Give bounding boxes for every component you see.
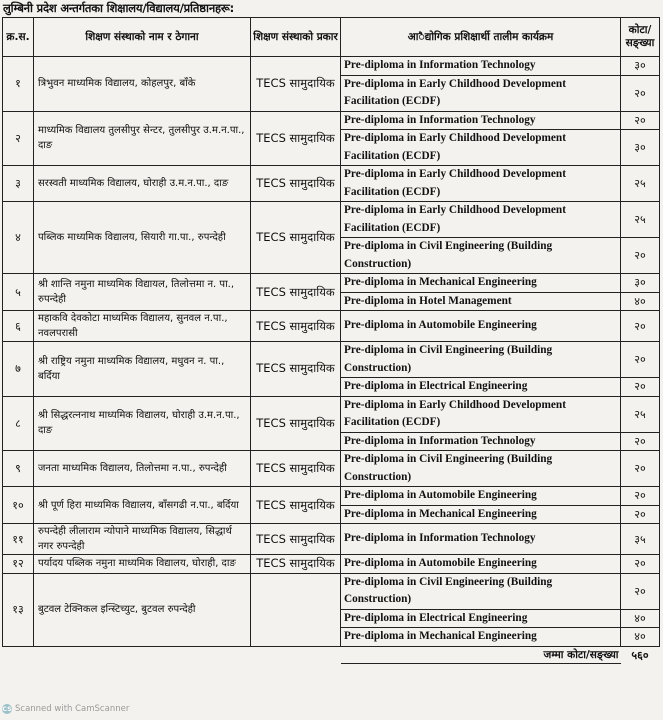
institution-name: श्री सिद्धरत्ननाथ माध्यमिक विद्यालय, घोराही उ.म.न.पा., दाङ [34,396,251,451]
institution-name: पब्लिक माध्यमिक विद्यालय, सियारी गा.पा., रुपन्देही [34,202,251,274]
header-program: आैद्योगिक प्रशिक्षार्थी तालीम कार्यक्रम [341,18,621,57]
row-number: ७ [3,342,34,397]
program-quota: २० [621,487,660,506]
institution-name: महाकवि देवकोटा माध्यमिक विद्यालय, सुनवल न.पा., नवलपरासी [34,311,251,342]
program-name: Pre-diploma in Civil Engineering (Building Construction) [341,573,621,609]
total-row [3,646,660,664]
table-header-row [3,18,660,57]
institution-type: TECS सामुदायिक [251,202,341,274]
program-quota: २५ [621,396,660,432]
program-quota: ३० [621,57,660,76]
program-quota: ४० [621,628,660,647]
institution-name: श्री राष्ट्रिय नमुना माध्यमिक विद्यालय, मधुवन न. पा., बर्दिया [34,342,251,397]
program-name: Pre-diploma in Early Childhood Development Facilitation (ECDF) [341,130,621,166]
program-name: Pre-diploma in Electrical Engineering [341,609,621,628]
watermark [2,704,129,714]
row-number: १३ [3,573,34,646]
table-row [3,111,660,130]
program-quota: २० [621,342,660,378]
institution-type: TECS सामुदायिक [251,111,341,166]
institution-name: त्रिभुवन माध्यमिक विद्यालय, कोहलपुर, बाँके [34,57,251,112]
table-row [3,202,660,238]
row-number: ६ [3,311,34,342]
document-heading: लुम्बिनी प्रदेश अन्तर्गतका शिक्षालय/विद्यालय/प्रतिष्ठानहरू: [3,1,235,15]
total-value: ५६० [631,648,649,662]
program-quota: २० [621,451,660,487]
table-row [3,274,660,293]
table-row [3,57,660,76]
program-name: Pre-diploma in Early Childhood Development Facilitation (ECDF) [341,166,621,202]
program-quota: २० [621,555,660,574]
institution-type [251,573,341,646]
program-quota: २० [621,311,660,342]
institution-name: जनता माध्यमिक विद्यालय, तिलोत्तमा न.पा., रुपन्देही [34,451,251,487]
row-number: ३ [3,166,34,202]
program-name: Pre-diploma in Early Childhood Development Facilitation (ECDF) [341,75,621,111]
institution-name: रुपन्देही लीलाराम न्योपाने माध्यमिक विद्यालय, सिद्धार्थ नगर रुपन्देही [34,524,251,555]
institution-name: पर्यादय पब्लिक नमुना माध्यमिक विद्यालय, घोराही, दाङ [34,555,251,574]
header-quota: कोटा/ सङ्ख्या [621,18,660,57]
program-name: Pre-diploma in Automobile Engineering [341,555,621,574]
program-quota: ४० [621,609,660,628]
row-number: १ [3,57,34,112]
total-label: जम्मा कोटा/सङ्ख्या [341,646,621,664]
table-row [3,573,660,609]
institution-type: TECS सामुदायिक [251,524,341,555]
institution-name: सरस्वती माध्यमिक विद्यालय, घोराही उ.म.न.पा., दाङ [34,166,251,202]
program-quota: २५ [621,166,660,202]
program-quota: ३० [621,274,660,293]
program-name: Pre-diploma in Mechanical Engineering [341,628,621,647]
table-row [3,524,660,555]
header-sn: क्र.स. [3,18,34,57]
row-number: ११ [3,524,34,555]
program-name: Pre-diploma in Automobile Engineering [341,311,621,342]
program-name: Pre-diploma in Early Childhood Development Facilitation (ECDF) [341,396,621,432]
program-quota: २० [621,238,660,274]
program-quota: २५ [621,202,660,238]
table-row [3,451,660,487]
row-number: २ [3,111,34,166]
institution-name: श्री पूर्ण हिरा माध्यमिक विद्यालय, बाँसगढी न.पा., बर्दिया [34,487,251,524]
institution-type: TECS सामुदायिक [251,555,341,574]
institution-type: TECS सामुदायिक [251,57,341,112]
program-name: Pre-diploma in Civil Engineering (Building Construction) [341,451,621,487]
institution-type: TECS सामुदायिक [251,451,341,487]
program-quota: २० [621,573,660,609]
institution-name: श्री शान्ति नमुना माध्यमिक विद्यायल, तिलोत्तमा न. पा., रुपन्देही [34,274,251,311]
table-row [3,396,660,432]
header-type: शिक्षण संस्थाको प्रकार [251,18,341,57]
program-quota: ४० [621,292,660,311]
program-name: Pre-diploma in Civil Engineering (Building Construction) [341,342,621,378]
program-name: Pre-diploma in Information Technology [341,432,621,451]
row-number: ४ [3,202,34,274]
program-name: Pre-diploma in Civil Engineering (Building Construction) [341,238,621,274]
program-name: Pre-diploma in Early Childhood Development Facilitation (ECDF) [341,202,621,238]
program-name: Pre-diploma in Information Technology [341,57,621,76]
table-row [3,166,660,202]
institution-type: TECS सामुदायिक [251,487,341,524]
program-name: Pre-diploma in Automobile Engineering [341,487,621,506]
program-quota: २० [621,378,660,397]
program-name: Pre-diploma in Electrical Engineering [341,378,621,397]
institution-name: बुटवल टेक्निकल इन्स्टिच्युट, बुटवल रुपन्देही [34,573,251,646]
watermark-text: Scanned with CamScanner [15,704,130,714]
header-institution: शिक्षण संस्थाको नाम र ठेगाना [34,18,251,57]
program-quota: ३५ [621,524,660,555]
institution-type: TECS सामुदायिक [251,396,341,451]
program-quota: २० [621,75,660,111]
camscanner-icon: CS [2,705,12,713]
program-quota: २० [621,505,660,524]
row-number: १२ [3,555,34,574]
program-quota: ३० [621,130,660,166]
institution-table [2,17,660,664]
program-name: Pre-diploma in Information Technology [341,111,621,130]
program-name: Pre-diploma in Information Technology [341,524,621,555]
program-quota: २० [621,432,660,451]
institution-type: TECS सामुदायिक [251,311,341,342]
row-number: ८ [3,396,34,451]
program-name: Pre-diploma in Hotel Management [341,292,621,311]
table-row [3,487,660,506]
row-number: ९ [3,451,34,487]
row-number: १० [3,487,34,524]
institution-name: माध्यमिक विद्यालय तुलसीपुर सेन्टर, तुलसीपुर उ.म.न.पा., दाङ [34,111,251,166]
row-number: ५ [3,274,34,311]
institution-type: TECS सामुदायिक [251,342,341,397]
program-name: Pre-diploma in Mechanical Engineering [341,274,621,293]
institution-type: TECS सामुदायिक [251,274,341,311]
program-quota: २० [621,111,660,130]
program-name: Pre-diploma in Mechanical Engineering [341,505,621,524]
table-row [3,311,660,342]
institution-type: TECS सामुदायिक [251,166,341,202]
table-row [3,555,660,574]
table-row [3,342,660,378]
